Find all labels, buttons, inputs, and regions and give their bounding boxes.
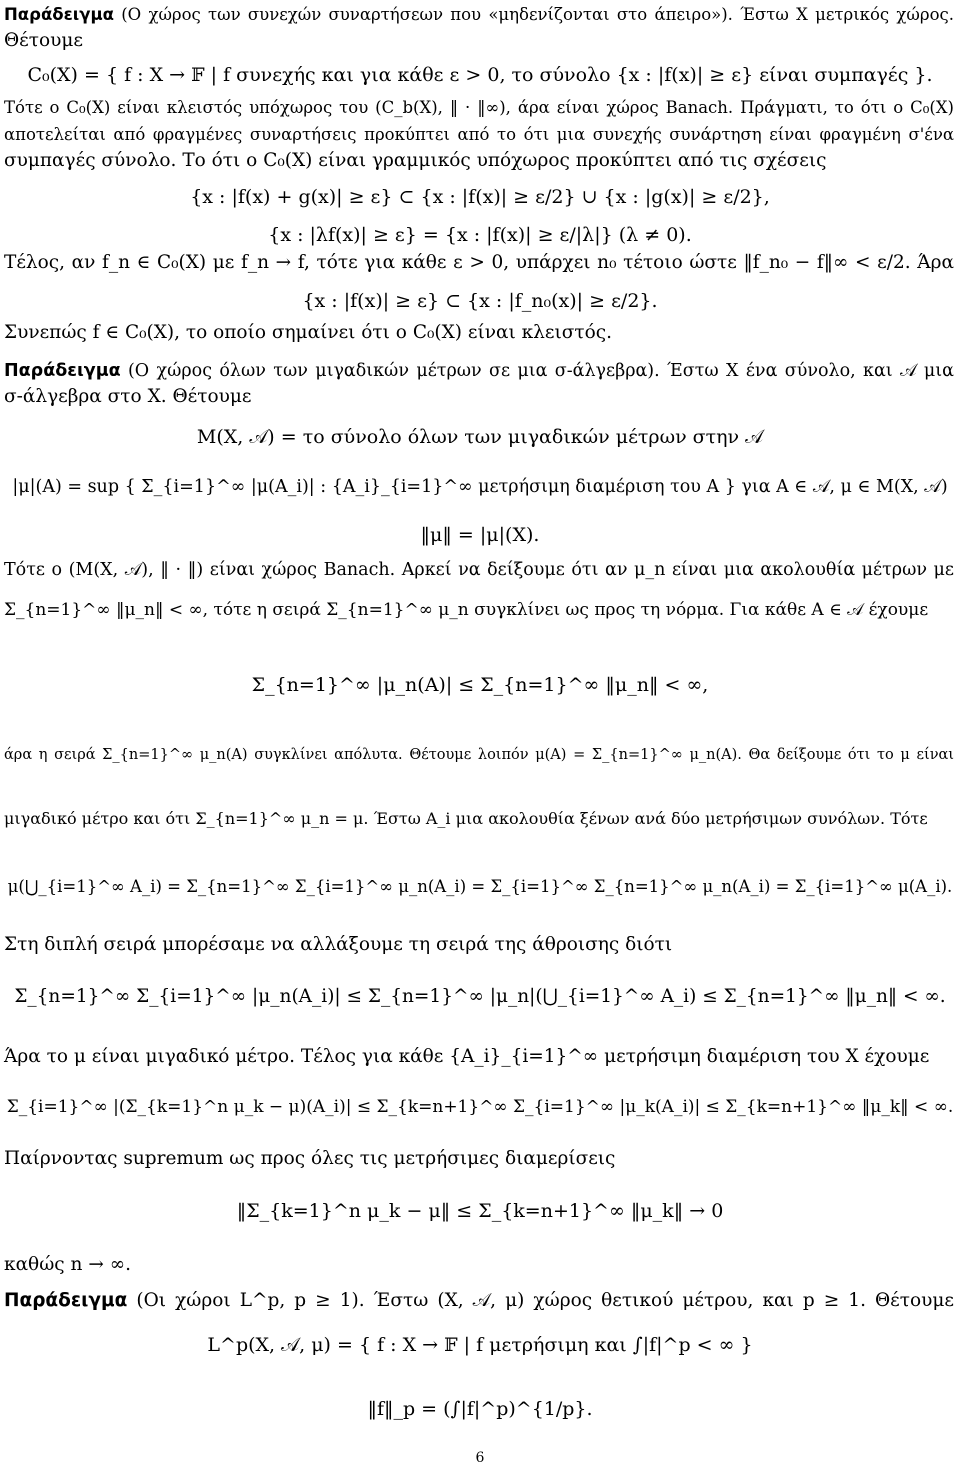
line-text: Σ_{n=1}^∞ Σ_{i=1}^∞ |μ_n(A_i)| ≤ Σ_{n=1}^∞ |μ_n|(⋃_{i=1}^∞ A_i) ≤ Σ_{n=1}^∞ ‖μ_n‖ < ∞. [14,986,946,1007]
line-text: μιγαδικό μέτρο και ότι Σ_{n=1}^∞ μ_n = μ. Έστω A_i μια ακολουθία ξένων ανά δύο μετρήσιμων συνόλων. Τότε [4,809,928,828]
text-line [0,122,960,148]
line-text: Σ_{n=1}^∞ ‖μ_n‖ < ∞, τότε η σειρά Σ_{n=1}^∞ μ_n συγκλίνει ως προς τη νόρμα. Για κάθε A ∈ 𝒜 έχουμε [4,600,929,620]
text-line [0,1146,960,1172]
line-text: L^p(X, 𝒜, μ) = { f : X → 𝔽 | f μετρήσιμη και ∫|f|^p < ∞ } [207,1334,753,1356]
line-text: C₀(X) = { f : X → 𝔽 | f συνεχής και για κάθε ε > 0, το σύνολο {x : |f(x)| ≥ ε} είναι συμπαγές }. [27,64,933,86]
line-text: {x : |f(x)| ≥ ε} ⊂ {x : |f_n₀(x)| ≥ ε/2}. [302,290,658,312]
line-text: Παίρνοντας supremum ως προς όλες τις μετρήσιμες διαμερίσεις [4,1148,616,1169]
page-number: 6 [475,1450,485,1466]
example-label: Παράδειγμα [4,361,121,381]
display-formula [0,1094,960,1120]
line-text: ‖μ‖ = |μ|(X). [420,524,540,546]
line-text: ‖Σ_{k=1}^n μ_k − μ‖ ≤ Σ_{k=n+1}^∞ ‖μ_k‖ → 0 [236,1200,724,1222]
display-formula [0,874,960,900]
display-formula [0,522,960,548]
text-line [0,320,960,346]
text-line [0,557,960,583]
line-text: |μ|(A) = sup { Σ_{i=1}^∞ |μ(A_i)| : {A_i}_{i=1}^∞ μετρήσιμη διαμέριση του A } για A ∈ 𝒜, μ ∈ M(X, 𝒜) [12,477,948,497]
display-formula [0,984,960,1010]
display-formula [0,222,960,248]
line-text: μ(⋃_{i=1}^∞ A_i) = Σ_{n=1}^∞ Σ_{i=1}^∞ μ_n(A_i) = Σ_{i=1}^∞ Σ_{n=1}^∞ μ_n(A_i) = Σ_{i=1}^∞ μ(A_i). [7,877,953,896]
display-formula [0,474,960,500]
display-formula [0,1396,960,1422]
display-formula [0,288,960,314]
text-line [0,95,960,121]
example-heading-line [0,2,960,28]
example-heading-line [0,358,960,384]
line-text: {x : |λf(x)| ≥ ε} = {x : |f(x)| ≥ ε/|λ|} (λ ≠ 0). [268,224,692,246]
line-text: M(X, 𝒜) = το σύνολο όλων των μιγαδικών μέτρων στην 𝒜 [196,426,764,448]
display-formula [0,184,960,210]
line-text: (Ο χώρος όλων των μιγαδικών μέτρων σε μια σ-άλγεβρα). Έστω X ένα σύνολο, και 𝒜 μια [120,361,954,381]
line-text: Σ_{n=1}^∞ |μ_n(A)| ≤ Σ_{n=1}^∞ ‖μ_n‖ < ∞, [251,674,709,696]
line-text: άρα η σειρά Σ_{n=1}^∞ μ_n(A) συγκλίνει απόλυτα. Θέτουμε λοιπόν μ(A) = Σ_{n=1}^∞ μ_n(A). Θα δείξουμε ότι το μ είναι [4,747,954,763]
line-text: Άρα το μ είναι μιγαδικό μέτρο. Τέλος για κάθε {A_i}_{i=1}^∞ μετρήσιμη διαμέριση του X έχουμε [4,1046,930,1067]
line-text: Στη διπλή σειρά μπορέσαμε να αλλάξουμε τη σειρά της άθροισης διότι [4,934,673,955]
text-line [0,384,960,410]
display-formula [0,1198,960,1224]
line-text: καθώς n → ∞. [4,1254,131,1275]
line-text: {x : |f(x) + g(x)| ≥ ε} ⊂ {x : |f(x)| ≥ ε/2} ∪ {x : |g(x)| ≥ ε/2}, [190,186,770,208]
example-label: Παράδειγμα [4,5,114,24]
text-line [0,250,960,276]
line-text: (Οι χώροι L^p, p ≥ 1). Έστω (X, 𝒜, μ) χώρος θετικού μέτρου, και p ≥ 1. Θέτουμε [127,1290,954,1311]
text-line [0,1044,960,1070]
display-formula [0,672,960,698]
example-label: Παράδειγμα [4,1290,128,1311]
line-text: ‖f‖_p = (∫|f|^p)^{1/p}. [367,1398,593,1420]
line-text: Τότε ο C₀(X) είναι κλειστός υπόχωρος του (C_b(X), ‖ · ‖∞), άρα είναι χώρος Banach. Πράγματι, το ότι ο C₀(X) [4,98,954,117]
text-line [0,148,960,174]
display-formula [0,1332,960,1358]
text-line [0,597,960,623]
example-heading-line [0,1288,960,1314]
display-formula [0,62,960,88]
line-text: Σ_{i=1}^∞ |(Σ_{k=1}^n μ_k − μ)(A_i)| ≤ Σ_{k=n+1}^∞ Σ_{i=1}^∞ |μ_k(A_i)| ≤ Σ_{k=n+1}^∞ ‖μ_k‖ < ∞. [6,1097,954,1117]
line-text: Τέλος, αν f_n ∈ C₀(X) με f_n → f, τότε για κάθε ε > 0, υπάρχει n₀ τέτοιο ώστε ‖f_n₀ − f‖∞ < ε/2. Άρα [4,252,954,273]
text-line [0,28,960,54]
line-text: Τότε ο (M(X, 𝒜), ‖ · ‖) είναι χώρος Banach. Αρκεί να δείξουμε ότι αν μ_n είναι μια ακολουθία μέτρων με [4,560,954,580]
display-formula [0,424,960,450]
line-text: Θέτουμε [4,30,83,51]
line-text: συμπαγές σύνολο. Το ότι ο C₀(X) είναι γραμμικός υπόχωρος προκύπτει από τις σχέσεις [4,150,827,171]
text-line [0,932,960,958]
text-line [0,806,960,832]
line-text: σ-άλγεβρα στο X. Θέτουμε [4,386,252,407]
line-text: Συνεπώς f ∈ C₀(X), το οποίο σημαίνει ότι ο C₀(X) είναι κλειστός. [4,322,612,343]
text-line [0,742,960,768]
line-text: (Ο χώρος των συνεχών συναρτήσεων που «μηδενίζονται στο άπειρο»). Έστω X μετρικός χώρος. [113,5,954,24]
text-line [0,1252,960,1278]
line-text: αποτελείται από φραγμένες συναρτήσεις προκύπτει από το ότι μια συνεχής συνάρτηση είναι φραγμένη σ'ένα [4,125,954,144]
